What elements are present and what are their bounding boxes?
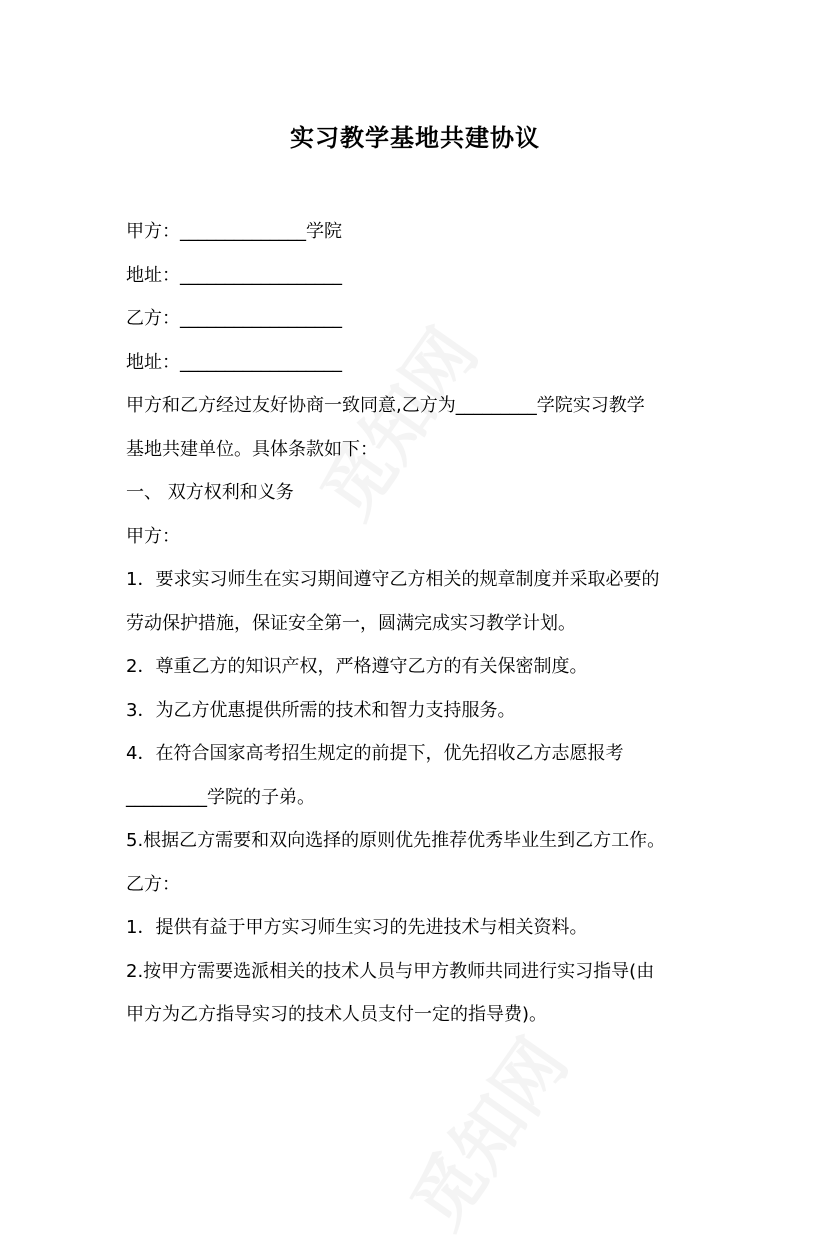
watermark (383, 1016, 586, 1245)
party-b-line: 乙方：__________________ (126, 308, 342, 329)
clause-line: 1．要求实习师生在实习期间遵守乙方相关的规章制度并采取必要的 (126, 569, 660, 590)
clause-line: 4．在符合国家高考招生规定的前提下，优先招收乙方志愿报考 (126, 743, 624, 764)
clause-line: 2．尊重乙方的知识产权，严格遵守乙方的有关保密制度。 (126, 656, 588, 677)
party-a-address-line: 地址：__________________ (126, 264, 342, 286)
clause-line: 1．提供有益于甲方实习师生实习的先进技术与相关资料。 (126, 917, 588, 938)
intro-paragraph-line: 基地共建单位。具体条款如下： (126, 438, 378, 460)
document-title: 实习教学基地共建协议 (290, 124, 540, 152)
clause-line: 劳动保护措施，保证安全第一，圆满完成实习教学计划。 (126, 612, 576, 634)
document-body (126, 215, 726, 1042)
intro-paragraph-line: 甲方和乙方经过友好协商一致同意,乙方为_________学院实习教学 (126, 395, 645, 416)
clause-line: 甲方为乙方指导实习的技术人员支付一定的指导费)。 (126, 1004, 548, 1025)
party-a-line: 甲方：______________学院 (126, 221, 342, 242)
clause-line: _________学院的子弟。 (126, 786, 315, 808)
section-heading: 一、 双方权利和义务 (126, 482, 294, 503)
party-a-heading: 甲方： (126, 525, 180, 547)
party-b-address-line: 地址：__________________ (126, 351, 342, 373)
clause-line: 2.按甲方需要选派相关的技术人员与甲方教师共同进行实习指导(由 (126, 960, 655, 982)
party-b-heading: 乙方： (126, 873, 180, 895)
clause-line: 3．为乙方优惠提供所需的技术和智力支持服务。 (126, 699, 516, 721)
clause-line: 5.根据乙方需要和双向选择的原则优先推荐优秀毕业生到乙方工作。 (126, 830, 666, 851)
